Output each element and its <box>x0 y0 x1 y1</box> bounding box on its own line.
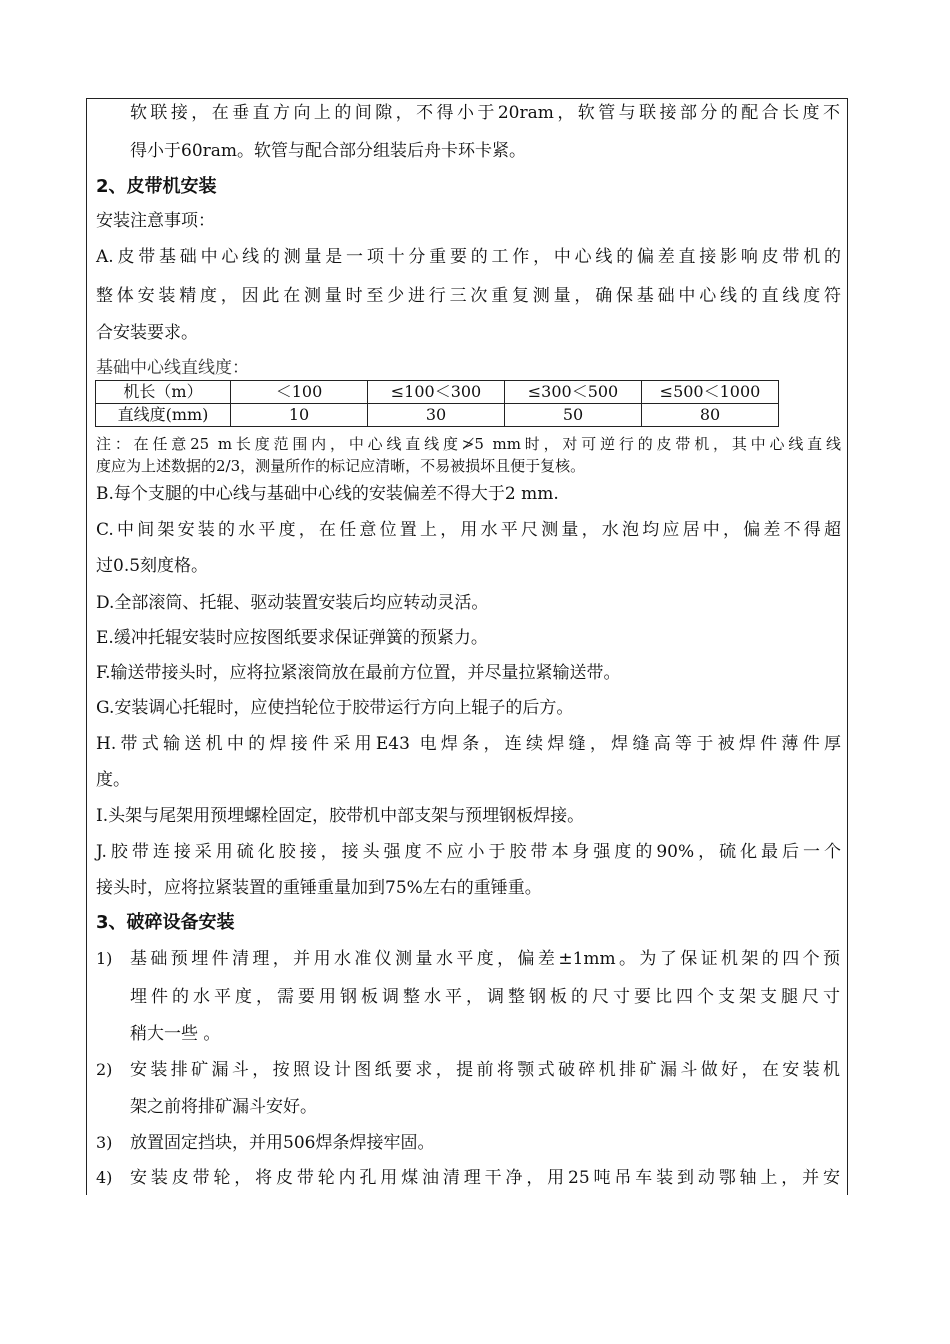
table-cell: 直线度(mm) <box>96 404 231 427</box>
list-item-line: 安装皮带轮，将皮带轮内孔用煤油清理干净，用25吨吊车装到动鄂轴上，并安 <box>130 1168 840 1188</box>
table-cell: 80 <box>642 404 779 427</box>
paragraph-line: H.带式输送机中的焊接件采用E43 电焊条，连续焊缝，焊缝高等于被焊件薄件厚 <box>96 734 841 754</box>
table-cell: ≤100＜300 <box>368 381 505 404</box>
list-number: 2) <box>96 1060 113 1079</box>
list-number: 4) <box>96 1168 113 1187</box>
list-item-line: 埋件的水平度，需要用钢板调整水平，调整钢板的尺寸要比四个支架支腿尺寸 <box>130 987 840 1007</box>
table-cell: 10 <box>231 404 368 427</box>
table-row <box>96 404 779 427</box>
list-item-line: 稍大一些 。 <box>130 1024 221 1044</box>
table-header-row <box>96 381 779 404</box>
list-item-line: 放置固定挡块，并用506焊条焊接牢固。 <box>130 1133 435 1153</box>
note-line: 度应为上述数据的2/3，测量所作的标记应清晰，不易被损坏且便于复核。 <box>96 457 586 475</box>
paragraph-line: J.胶带连接采用硫化胶接，接头强度不应小于胶带本身强度的90%，硫化最后一个 <box>96 842 841 862</box>
note-line: 注：在任意25 m长度范围内，中心线直线度≯5 mm时，对可逆行的皮带机，其中心线直线 <box>96 435 841 453</box>
list-item-line: 安装排矿漏斗，按照设计图纸要求，提前将颚式破碎机排矿漏斗做好，在安装机 <box>130 1060 840 1080</box>
paragraph-line: C.中间架安装的水平度，在任意位置上，用水平尺测量，水泡均应居中，偏差不得超 <box>96 520 841 540</box>
paragraph-line: A.皮带基础中心线的测量是一项十分重要的工作，中心线的偏差直接影响皮带机的 <box>96 247 841 267</box>
list-number: 1) <box>96 949 113 968</box>
table-cell: 50 <box>505 404 642 427</box>
paragraph-line: 度。 <box>96 770 130 790</box>
paragraph-line: B.每个支腿的中心线与基础中心线的安装偏差不得大于2 mm. <box>96 484 559 504</box>
section-heading-2: 2、皮带机安装 <box>96 176 217 197</box>
paragraph-line: 整体安装精度，因此在测量时至少进行三次重复测量，确保基础中心线的直线度符 <box>96 286 841 306</box>
list-item-line: 架之前将排矿漏斗安好。 <box>130 1097 317 1117</box>
table-cell: ≤500＜1000 <box>642 381 779 404</box>
table-caption: 基础中心线直线度： <box>96 358 249 378</box>
table-cell: ≤300＜500 <box>505 381 642 404</box>
paragraph-line: D.全部滚筒、托辊、驱动装置安装后均应转动灵活。 <box>96 593 489 613</box>
paragraph-line: E.缓冲托辊安装时应按图纸要求保证弹簧的预紧力。 <box>96 628 488 648</box>
paragraph-line: 合安装要求。 <box>96 323 198 343</box>
paragraph-line: 得小于60ram。软管与配合部分组装后舟卡环卡紧。 <box>130 141 527 161</box>
table-cell: 机长（m） <box>96 381 231 404</box>
paragraph-line: 过0.5刻度格。 <box>96 556 209 576</box>
paragraph-line: 接头时，应将拉紧装置的重锤重量加到75%左右的重锤重。 <box>96 878 542 898</box>
table-cell: ＜100 <box>231 381 368 404</box>
paragraph-line: F.输送带接头时，应将拉紧滚筒放在最前方位置，并尽量拉紧输送带。 <box>96 663 621 683</box>
paragraph-line: 安装注意事项： <box>96 211 215 231</box>
paragraph-line: 软联接，在垂直方向上的间隙，不得小于20ram，软管与联接部分的配合长度不 <box>130 103 840 123</box>
table-cell: 30 <box>368 404 505 427</box>
paragraph-line: G.安装调心托辊时，应使挡轮位于胶带运行方向上辊子的后方。 <box>96 698 574 718</box>
straightness-table <box>95 380 779 427</box>
section-heading-3: 3、破碎设备安装 <box>96 912 235 933</box>
list-number: 3) <box>96 1133 113 1152</box>
list-item-line: 基础预埋件清理，并用水准仪测量水平度，偏差±1mm。为了保证机架的四个预 <box>130 949 840 969</box>
paragraph-line: I.头架与尾架用预埋螺栓固定，胶带机中部支架与预埋钢板焊接。 <box>96 806 585 826</box>
